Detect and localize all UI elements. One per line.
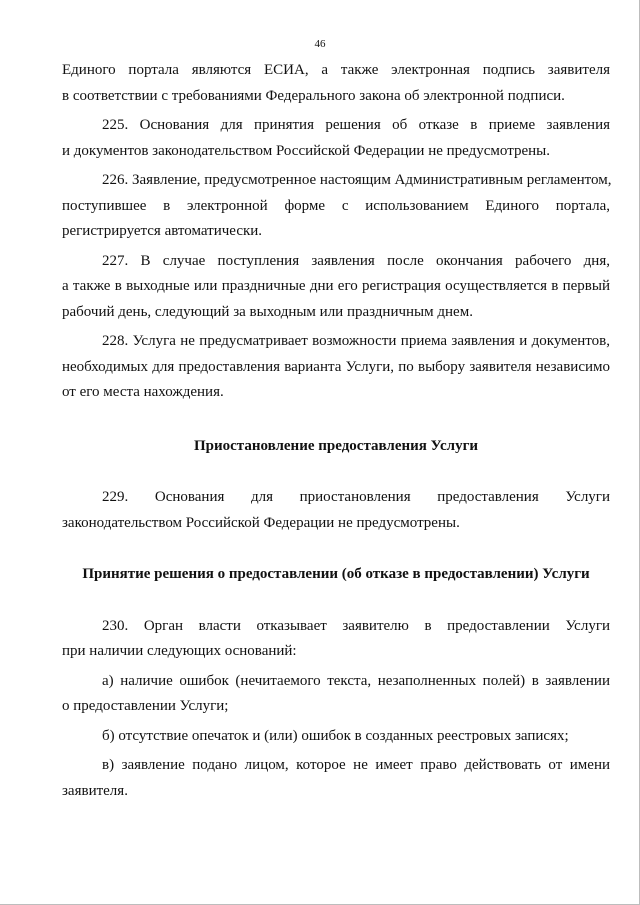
paragraph-228 [62, 329, 610, 406]
paragraph-230 [62, 614, 610, 665]
text-line: а также в выходные или праздничные дни его регистрация осуществляется в первый [62, 278, 610, 294]
list-item-b [62, 724, 610, 750]
paragraph-227 [62, 249, 610, 326]
text-line: 227. В случае поступления заявления после окончания рабочего дня, [102, 252, 610, 269]
text-line: 225. Основания для принятия решения об отказе в приеме заявления [102, 117, 610, 133]
text-line: 230. Орган власти отказывает заявителю в предоставлении Услуги [102, 617, 610, 634]
paragraph-229 [62, 485, 610, 536]
section-heading-suspension: Приостановление предоставления Услуги [193, 437, 479, 454]
text-line: 229. Основания для приостановления предоставления Услуги [102, 489, 610, 505]
text-line: Единого портала являются ЕСИА, а также электронная подпись заявителя [62, 62, 610, 78]
text-line: 226. Заявление, предусмотренное настоящим Административным регламентом, [102, 172, 612, 188]
text-line: а) наличие ошибок (нечитаемого текста, незаполненных полей) в заявлении [102, 672, 610, 689]
text-line: в) заявление подано лицом, которое не имеет право действовать от имени [102, 757, 610, 773]
list-item-c [62, 753, 610, 804]
text-line: от его места нахождения. [62, 384, 224, 400]
paragraph-226 [62, 168, 610, 245]
text-line: заявителя. [62, 782, 128, 799]
text-line: в соответствии с требованиями Федерального закона об электронной подписи. [62, 87, 565, 104]
text-line: при наличии следующих оснований: [62, 643, 297, 659]
text-line: и документов законодательством Российской Федерации не предусмотрены. [62, 142, 550, 159]
text-line: поступившее в электронной форме с использованием Единого портала, [62, 197, 610, 214]
text-line: б) отсутствие опечаток и (или) ошибок в созданных реестровых записях; [102, 727, 569, 744]
paragraph-225 [62, 113, 610, 164]
page-content [62, 58, 610, 804]
text-line: законодательством Российской Федерации не предусмотрены. [62, 514, 460, 531]
paragraph-intro [62, 58, 610, 109]
text-line: необходимых для предоставления варианта Услуги, по выбору заявителя независимо [62, 358, 610, 375]
text-line: 228. Услуга не предусматривает возможности приема заявления и документов, [102, 333, 610, 349]
list-item-a [62, 669, 610, 720]
text-line: регистрируется автоматически. [62, 223, 263, 239]
text-line: рабочий день, следующий за выходным или праздничным днем. [62, 303, 473, 320]
section-heading-decision: Принятие решения о предоставлении (об отказе в предоставлении) Услуги [82, 566, 590, 582]
text-line: о предоставлении Услуги; [62, 698, 229, 714]
page-number: 46 [314, 38, 326, 50]
